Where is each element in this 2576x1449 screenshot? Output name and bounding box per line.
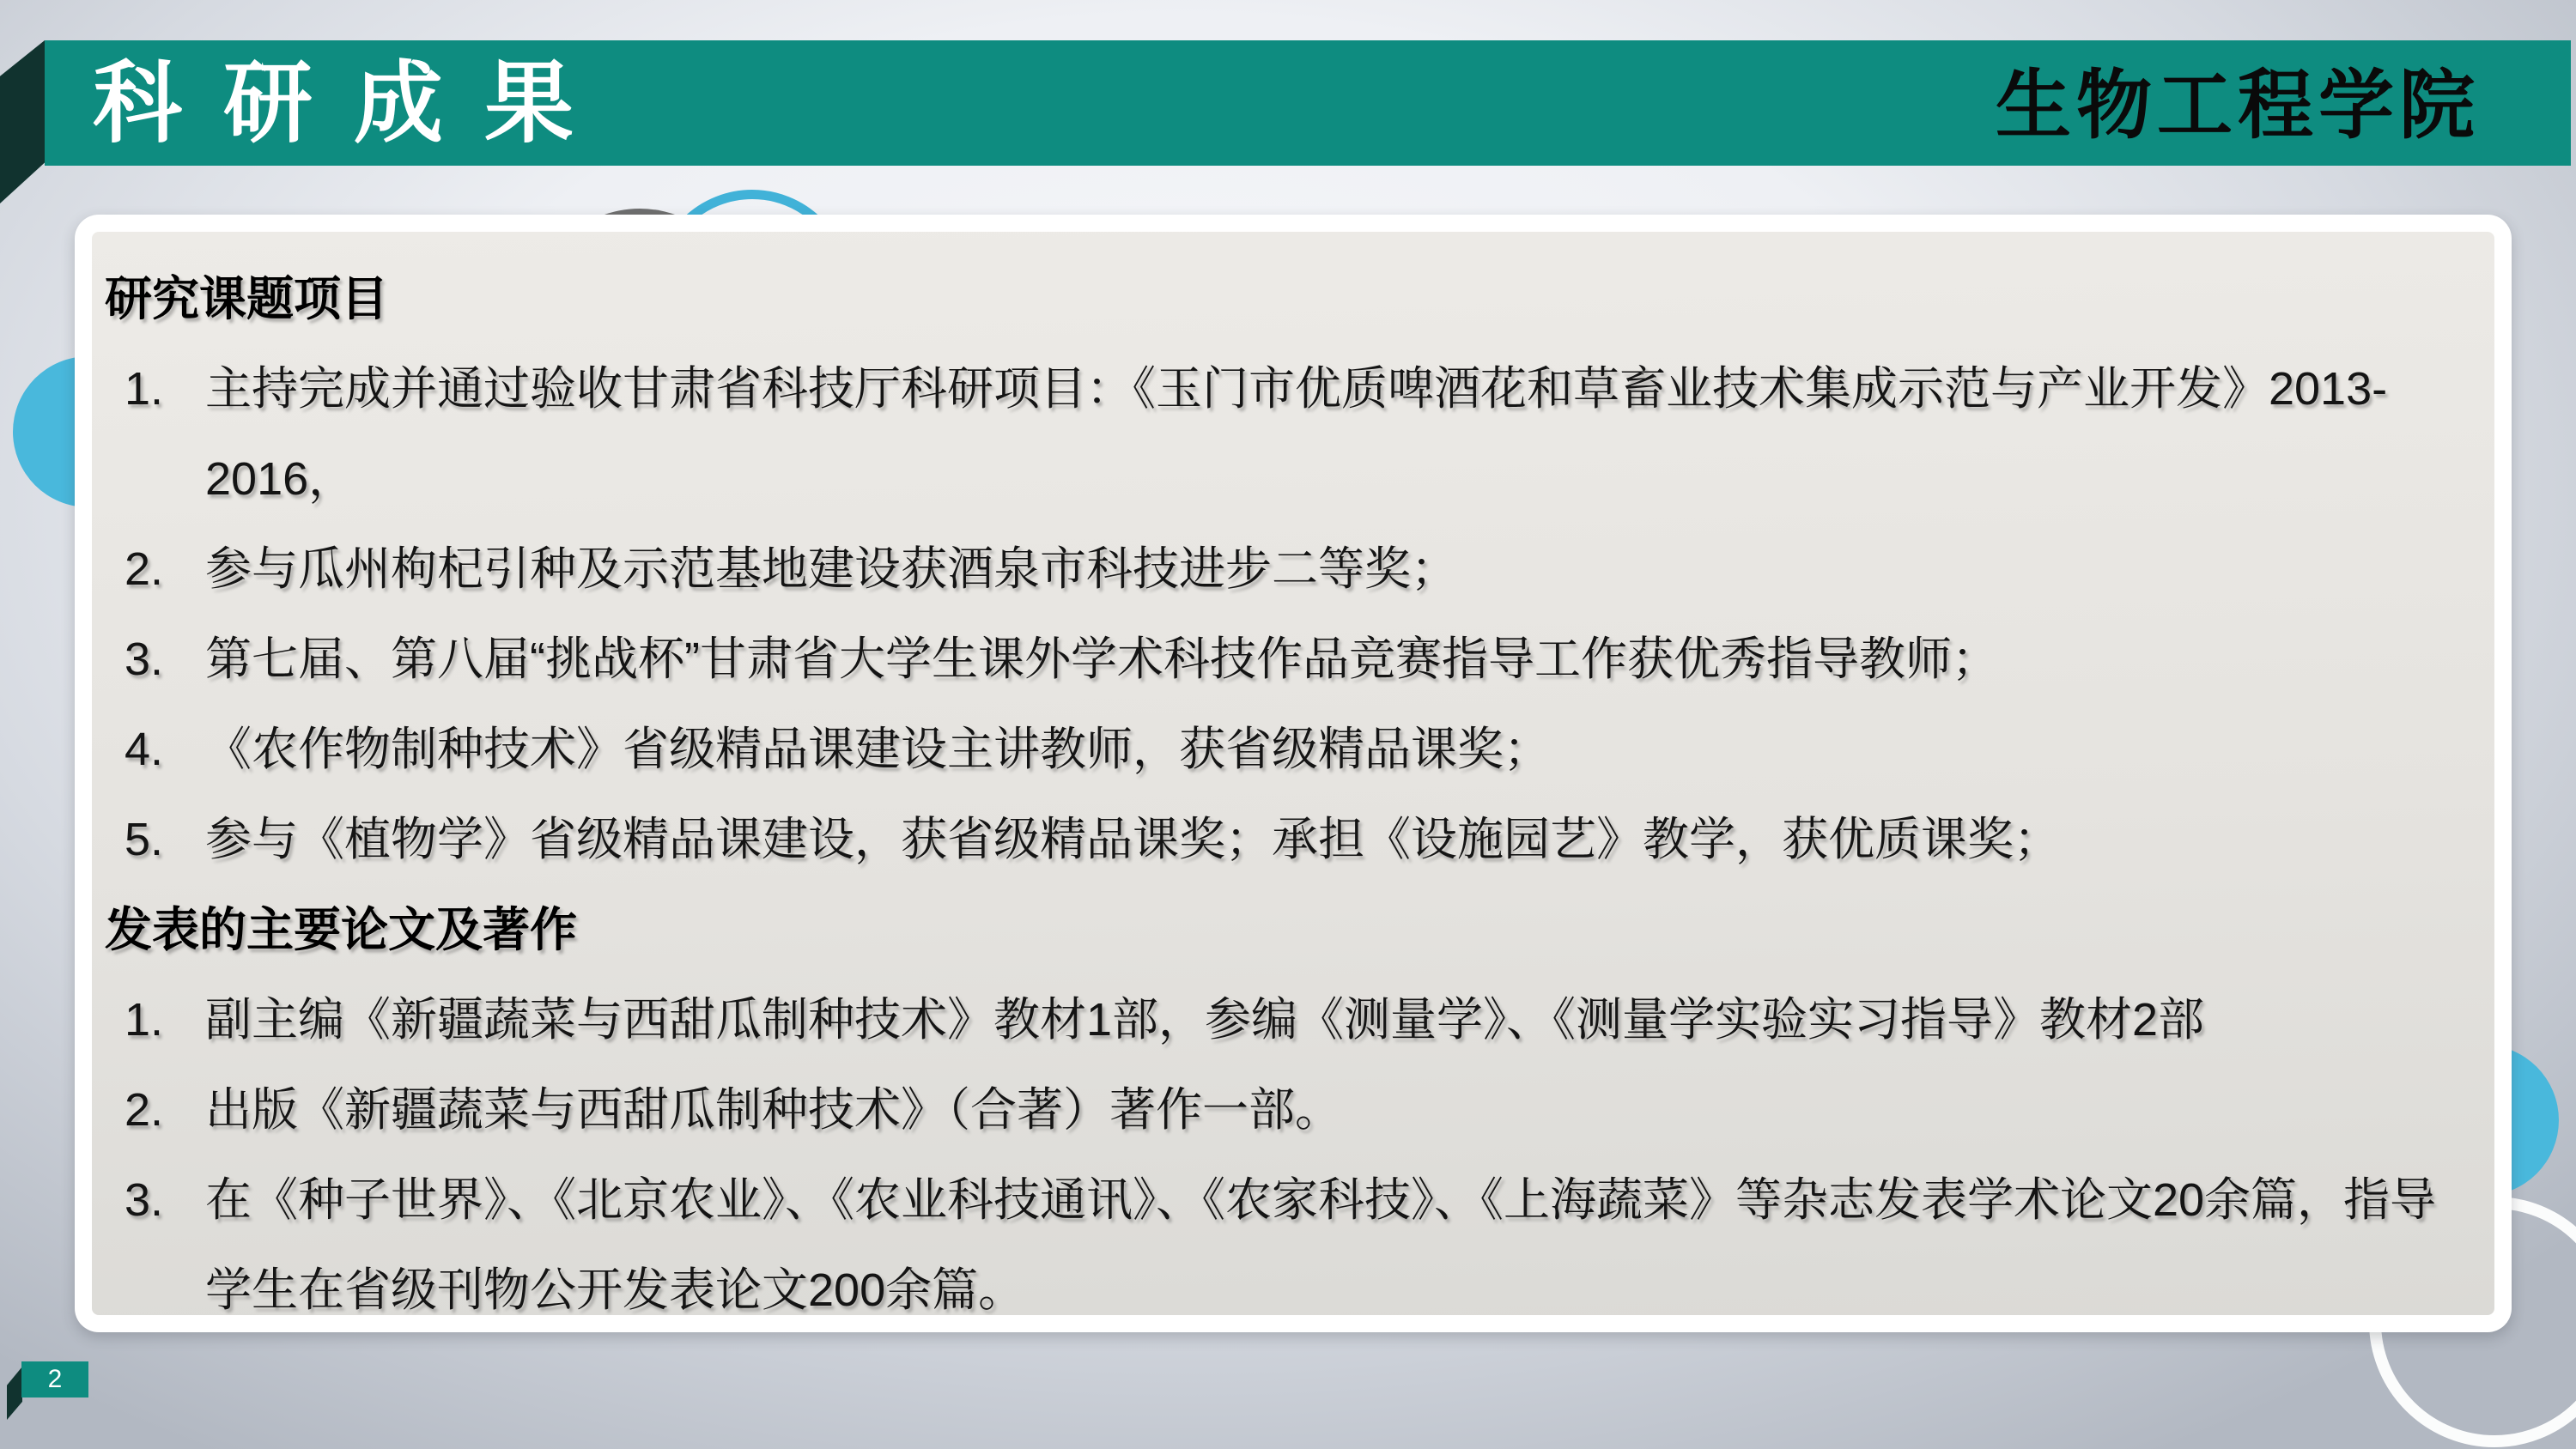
list-item-number: 4. (125, 724, 164, 775)
list-item-text: 副主编《新疆蔬菜与西甜瓜制种技术》教材1部，参编《测量学》、《测量学实验实习指导》教材2部 (205, 994, 2205, 1046)
list-item-number: 5. (125, 814, 164, 865)
list-item-text: 第七届、第八届“挑战杯”甘肃省大学生课外学术科技作品竞赛指导工作获优秀指导教师； (205, 634, 1998, 685)
list-item (105, 344, 2469, 524)
list-item-text: 出版《新疆蔬菜与西甜瓜制种技术》（合著）著作一部。 (205, 1084, 1341, 1136)
list-item-text: 参与《植物学》省级精品课建设，获省级精品课奖；承担《设施园艺》教学，获优质课奖； (205, 814, 2060, 865)
affiliation-title: 生物工程学院 (1995, 60, 2480, 149)
page-badge-fold (7, 1367, 22, 1420)
list-item-number: 1. (125, 363, 164, 415)
section-heading-publications: 发表的主要论文及著作 (105, 903, 578, 956)
research-projects-list (105, 344, 2469, 885)
list-item-number: 1. (125, 994, 164, 1046)
list-item-number: 2. (125, 1084, 164, 1136)
content-card-inner (92, 232, 2494, 1315)
list-item (105, 705, 2469, 795)
list-item (105, 795, 2469, 885)
list-item (105, 524, 2469, 615)
list-item-number: 3. (125, 634, 164, 685)
list-item-text: 在《种子世界》、《北京农业》、《农业科技通讯》、《农家科技》、《上海蔬菜》等杂志发表学术论文20余篇，指导学生在省级刊物公开发表论文200余篇。 (205, 1174, 2437, 1315)
page-number-badge (21, 1361, 88, 1397)
header-bar (45, 40, 2571, 166)
list-item (105, 1155, 2469, 1315)
list-item (105, 975, 2469, 1065)
list-item-text: 《农作物制种技术》省级精品课建设主讲教师，获省级精品课奖； (205, 724, 1550, 775)
list-item-text: 参与瓜州枸杞引种及示范基地建设获酒泉市科技进步二等奖； (205, 543, 1457, 595)
list-item-number: 3. (125, 1174, 164, 1226)
list-item-text: 主持完成并通过验收甘肃省科技厅科研项目：《玉门市优质啤酒花和草畜业技术集成示范与产业开发》2013-2016， (205, 363, 2388, 505)
list-item (105, 615, 2469, 705)
section-heading-research-projects: 研究课题项目 (105, 272, 389, 325)
list-item (105, 1065, 2469, 1155)
slide-title: 科研成果 (93, 51, 616, 155)
publications-list (105, 975, 2469, 1315)
header-corner-fold (0, 40, 45, 203)
list-item-number: 2. (125, 543, 164, 595)
content-card (75, 215, 2512, 1332)
slide-body (92, 232, 2494, 1315)
page-number: 2 (47, 1365, 63, 1393)
